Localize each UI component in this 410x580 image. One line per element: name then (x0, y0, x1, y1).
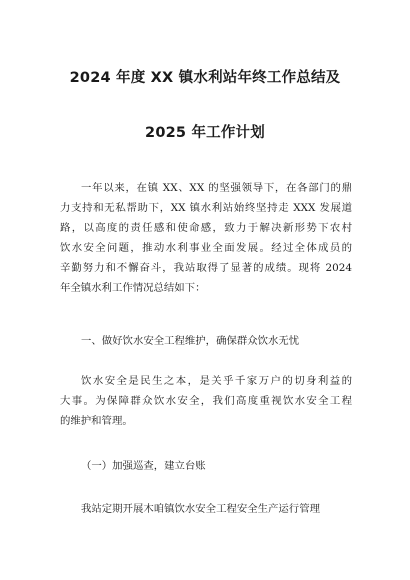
subsection-1-line: 我站定期开展木咱镇饮水安全工程安全生产运行管理 (81, 503, 320, 515)
intro-line: 年全镇水利工作情况总结如下： (60, 282, 206, 294)
section-1-line: 的维护和管理。 (60, 415, 133, 427)
intro-line: 力支持和无私帮助下，XX 镇水利站始终坚持走 XXX 发展道 (60, 202, 352, 214)
subsection-1-heading: （一）加强巡查，建立台账 (81, 460, 206, 472)
section-1-paragraph (60, 371, 352, 431)
section-1-line: 大事。为保障群众饮水安全，我们高度重视饮水安全工程 (60, 395, 352, 407)
intro-line: 一年以来，在镇 XX、XX 的坚强领导下，在各部门的鼎 (81, 182, 352, 194)
document-title-line-1: 2024 年度 XX 镇水利站年终工作总结及 (69, 70, 341, 86)
intro-line: 路，以高度的责任感和使命感，致力于解决新形势下农村 (60, 222, 352, 234)
intro-line: 辛勤努力和不懈奋斗，我站取得了显著的成绩。现将 2024 (60, 262, 352, 274)
document-title-line-2: 2025 年工作计划 (145, 125, 265, 141)
subsection-1-paragraph (60, 499, 352, 519)
intro-paragraph (60, 178, 352, 298)
section-1-heading: 一、做好饮水安全工程维护，确保群众饮水无忧 (81, 335, 300, 347)
intro-line: 饮水安全问题，推动水利事业全面发展。经过全体成员的 (60, 242, 352, 254)
section-1-line: 饮水安全是民生之本，是关乎千家万户的切身利益的 (81, 375, 352, 387)
